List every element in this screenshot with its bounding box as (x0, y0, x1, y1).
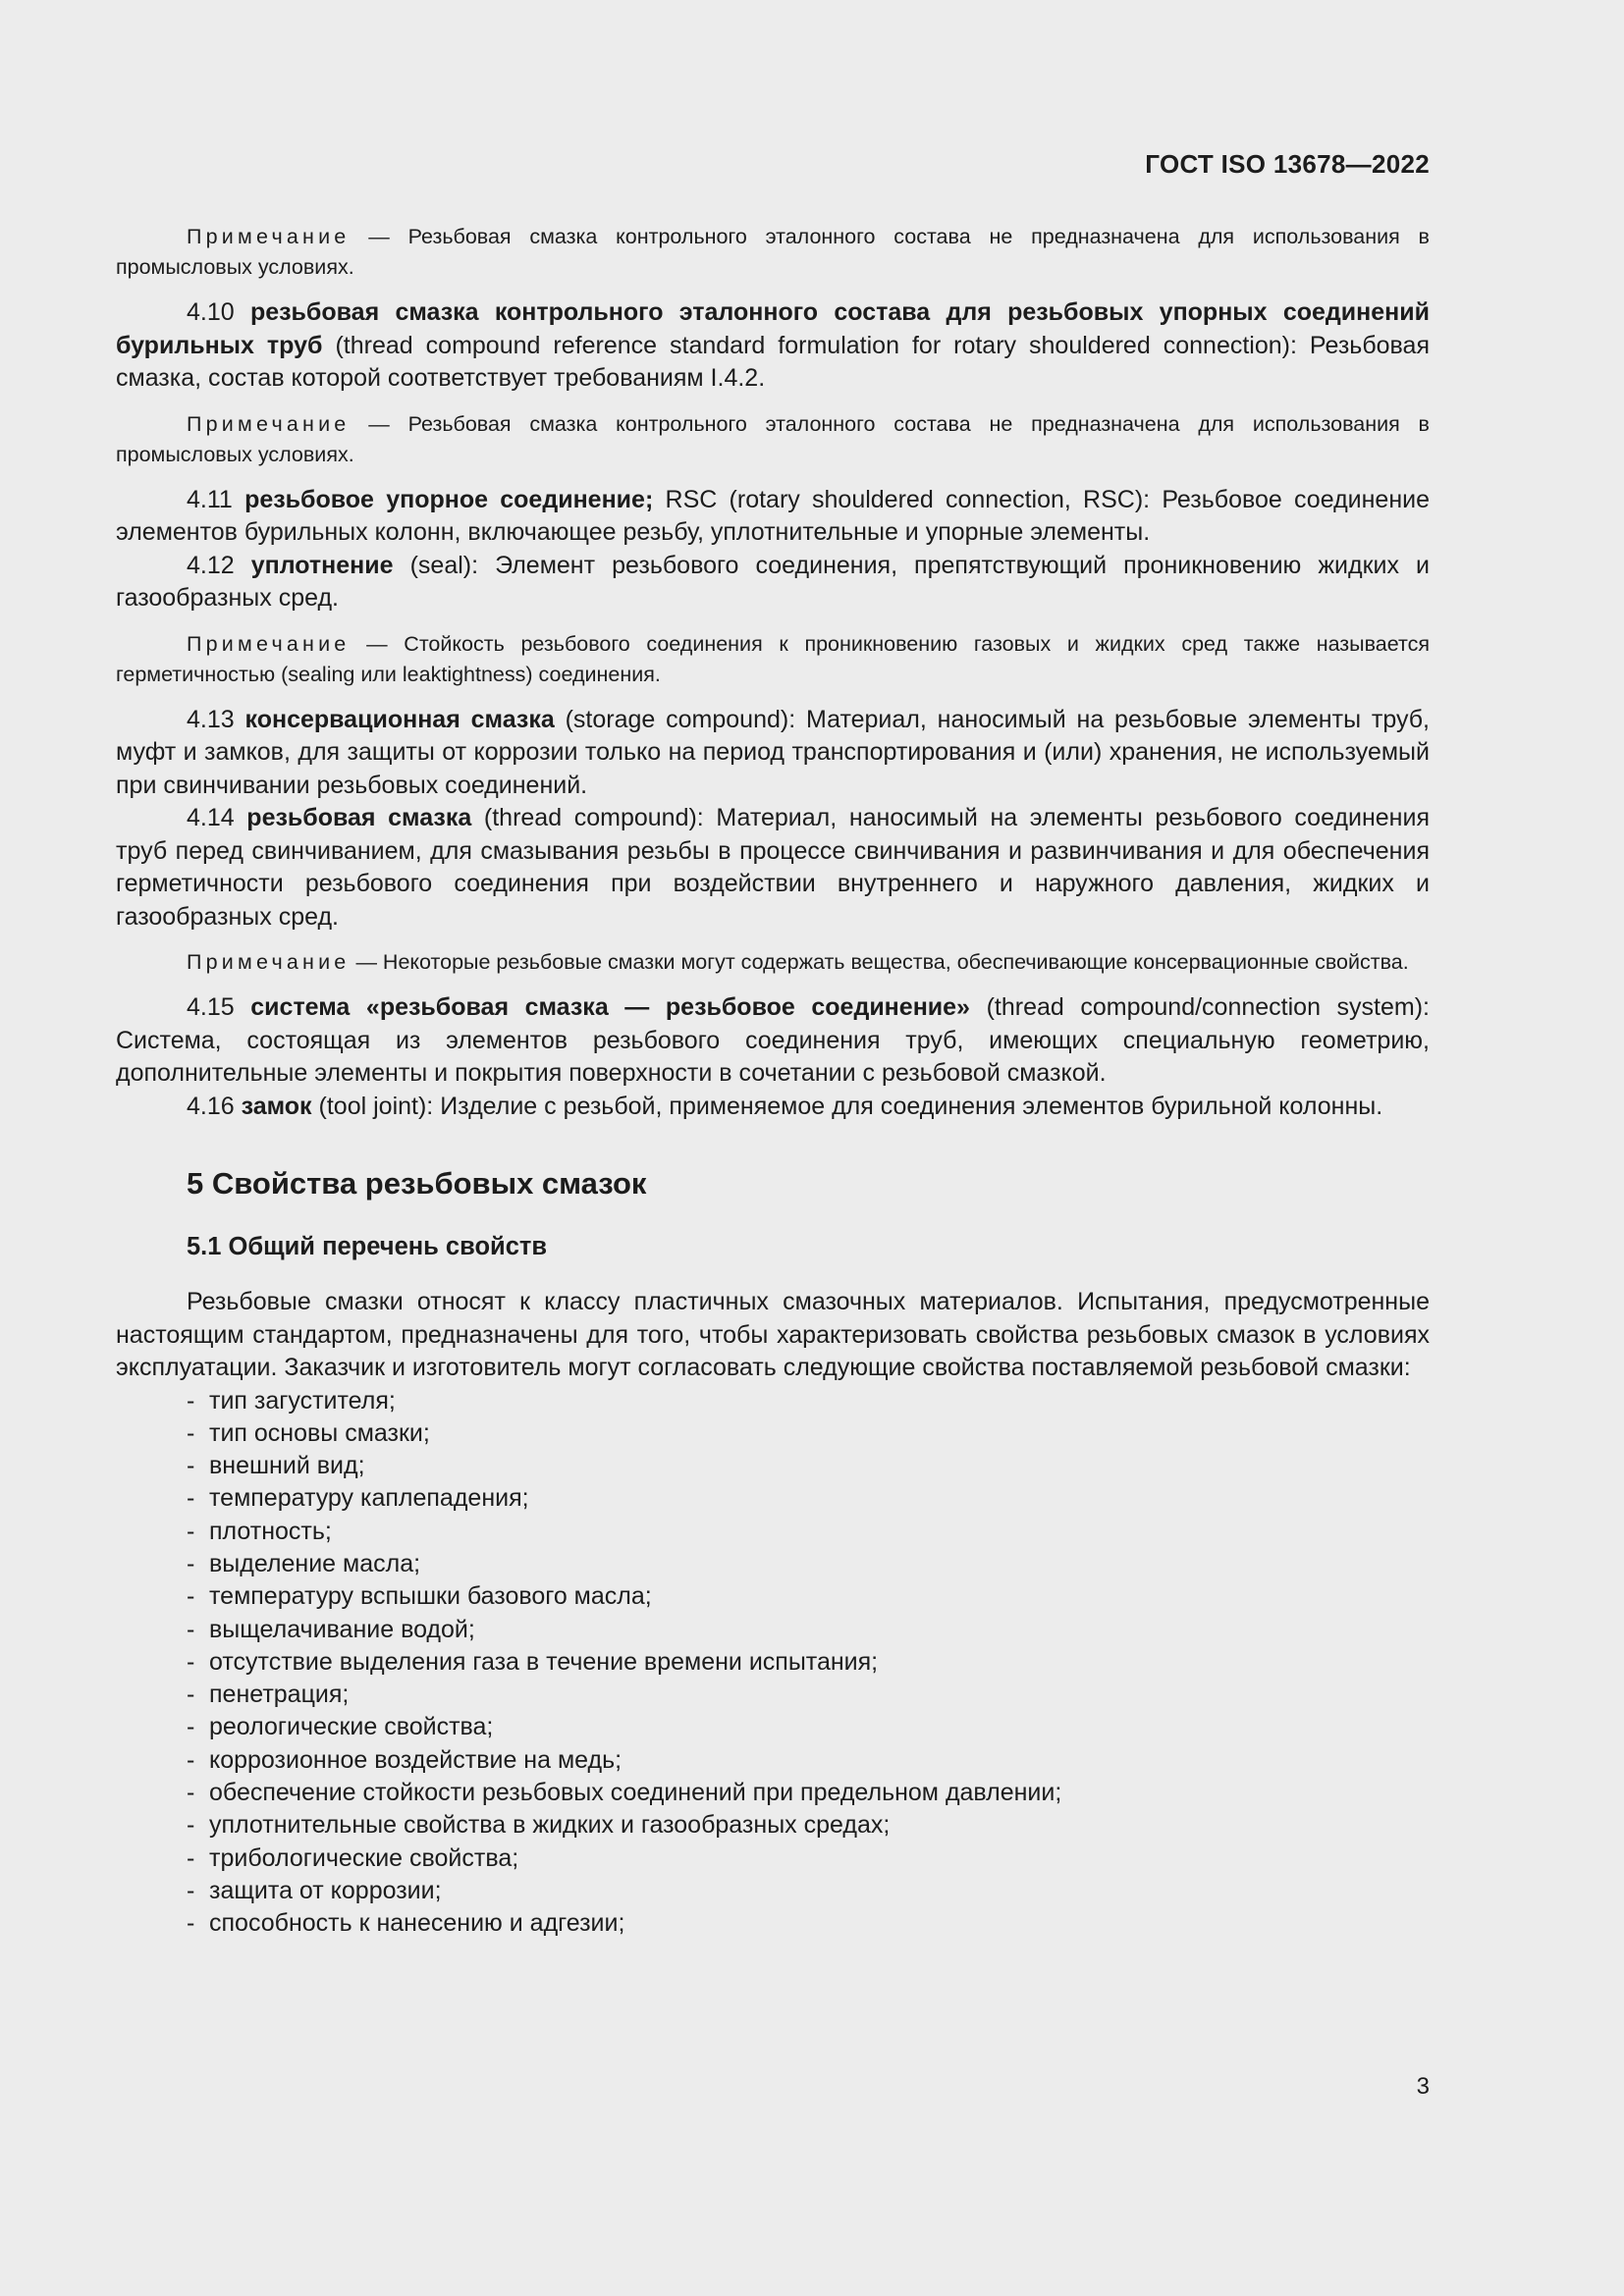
list-item (187, 1875, 1430, 1907)
list-dash: - (187, 1517, 195, 1545)
note-text: — Некоторые резьбовые смазки могут содержать вещества, обеспечивающие консервационные свойства. (355, 950, 1409, 974)
page-number: 3 (1416, 2073, 1430, 2100)
list-item-text: способность к нанесению и адгезии; (209, 1909, 625, 1938)
list-dash: - (187, 1418, 195, 1447)
term-number: 4.16 (187, 1092, 235, 1120)
term-title: замок (241, 1092, 312, 1120)
list-item-text: реологические свойства; (209, 1713, 494, 1741)
list-item (187, 1777, 1430, 1809)
list-item-text: тип загустителя; (209, 1386, 396, 1415)
term-4-13 (116, 704, 1430, 803)
properties-list (116, 1385, 1430, 1941)
document-body (116, 222, 1430, 1941)
list-item (187, 1614, 1430, 1646)
note-label: Примечание (187, 225, 351, 248)
list-dash: - (187, 1713, 195, 1741)
term-title: уплотнение (250, 551, 394, 579)
term-definition: (thread compound reference standard formulation for rotary shouldered connection): Резьбовая смазка, состав которой соответствует требованиям I.4.2. (116, 331, 1430, 392)
term-title: резьбовая смазка контрольного эталонного состава для резьбовых упорных соединений бурильных труб (116, 298, 1430, 359)
list-dash: - (187, 1681, 195, 1709)
term-title: консервационная смазка (244, 705, 555, 733)
list-item (187, 1516, 1430, 1548)
term-number: 4.13 (187, 705, 235, 733)
term-title: резьбовое упорное соединение; (244, 485, 654, 513)
list-item (187, 1385, 1430, 1417)
list-dash: - (187, 1811, 195, 1840)
list-dash: - (187, 1909, 195, 1938)
list-dash: - (187, 1647, 195, 1676)
list-item (187, 1646, 1430, 1679)
list-dash: - (187, 1876, 195, 1904)
list-item-text: трибологические свойства; (209, 1843, 519, 1872)
list-item-text: обеспечение стойкости резьбовых соединений при предельном давлении; (209, 1779, 1062, 1807)
list-item-text: плотность; (209, 1517, 332, 1545)
list-item-text: коррозионное воздействие на медь; (209, 1745, 623, 1774)
list-dash: - (187, 1386, 195, 1415)
list-item (187, 1679, 1430, 1711)
term-definition: (thread compound): Материал, наносимый на элементы резьбового соединения труб перед свинчиванием, для смазывания резьбы в процессе свинчивания и развинчивания и для обеспечения герметичности резьбового соединения при воздействии внутреннего и наружного давления, жидких и газообразных сред. (116, 804, 1430, 931)
list-item-text: температуру вспышки базового масла; (209, 1582, 652, 1611)
list-dash: - (187, 1484, 195, 1513)
list-item (187, 1450, 1430, 1482)
list-item (187, 1482, 1430, 1515)
note-text: — Резьбовая смазка контрольного эталонного состава не предназначена для использования в промысловых условиях. (116, 225, 1430, 279)
term-number: 4.12 (187, 551, 235, 579)
list-item (187, 1548, 1430, 1580)
term-definition: RSC (rotary shouldered connection, RSC): Резьбовое соединение элементов бурильных колонн, включающее резьбу, уплотнительные и упорные элементы. (116, 485, 1431, 546)
list-item (187, 1809, 1430, 1842)
note-paragraph (116, 947, 1430, 978)
term-number: 4.11 (187, 485, 233, 513)
list-item-text: температуру каплепадения; (209, 1484, 529, 1513)
term-4-15 (116, 991, 1430, 1091)
term-title: резьбовая смазка (246, 804, 472, 831)
list-item-text: пенетрация; (209, 1681, 350, 1709)
list-dash: - (187, 1843, 195, 1872)
term-title: система «резьбовая смазка — резьбовое соединение» (250, 993, 970, 1021)
note-text: — Резьбовая смазка контрольного эталонного состава не предназначена для использования в промысловых условиях. (116, 411, 1430, 466)
list-dash: - (187, 1582, 195, 1611)
term-4-10 (116, 296, 1430, 396)
list-item-text: отсутствие выделения газа в течение времени испытания; (209, 1647, 879, 1676)
note-label: Примечание (187, 950, 351, 974)
list-item (187, 1842, 1430, 1875)
list-item-text: выделение масла; (209, 1549, 421, 1577)
list-item-text: внешний вид; (209, 1452, 365, 1480)
term-4-12 (116, 550, 1430, 615)
list-dash: - (187, 1549, 195, 1577)
list-item-text: выщелачивание водой; (209, 1615, 475, 1643)
term-number: 4.10 (187, 298, 235, 326)
term-4-16 (116, 1091, 1430, 1124)
term-definition: (thread compound/connection system): Система, состоящая из элементов резьбового соединения труб, имеющих специальную геометрию, дополнительные элементы и покрытия поверхности в сочетании с резьбовой смазкой. (116, 993, 1430, 1087)
list-item (187, 1417, 1430, 1450)
note-paragraph (116, 629, 1430, 690)
section-heading: 5 Свойства резьбовых смазок (187, 1166, 647, 1201)
note-paragraph (116, 409, 1430, 470)
note-label: Примечание (187, 411, 351, 436)
term-4-14 (116, 802, 1430, 934)
list-item-text: защита от коррозии; (209, 1876, 442, 1904)
note-label: Примечание (187, 631, 351, 656)
list-dash: - (187, 1452, 195, 1480)
document-page (116, 0, 1430, 2296)
term-number: 4.14 (187, 804, 235, 831)
term-definition: (seal): Элемент резьбового соединения, препятствующий проникновению жидких и газообразных сред. (116, 551, 1431, 612)
list-item-text: тип основы смазки; (209, 1418, 430, 1447)
term-number: 4.15 (187, 993, 235, 1021)
subsection-heading: 5.1 Общий перечень свойств (187, 1233, 548, 1260)
term-4-11 (116, 484, 1430, 550)
list-item (187, 1744, 1430, 1777)
note-paragraph (116, 222, 1430, 283)
list-item (187, 1907, 1430, 1940)
list-dash: - (187, 1615, 195, 1643)
list-dash: - (187, 1745, 195, 1774)
term-definition: (storage compound): Материал, наносимый на резьбовые элементы труб, муфт и замков, для защиты от коррозии только на период транспортирования и (или) хранения, не используемый при свинчивании резьбовых соединений. (116, 705, 1430, 799)
section-intro-paragraph: Резьбовые смазки относят к классу пластичных смазочных материалов. Испытания, предусмотренные настоящим стандартом, предназначены для того, чтобы характеризовать свойства резьбовых смазок в условиях эксплуатации. Заказчик и изготовитель могут согласовать следующие свойства поставляемой резьбовой смазки: (116, 1288, 1430, 1381)
note-text: — Стойкость резьбового соединения к проникновению газовых и жидких сред также называется герметичностью (sealing или leaktightness) соединения. (116, 631, 1430, 686)
list-dash: - (187, 1779, 195, 1807)
list-item (187, 1711, 1430, 1743)
term-definition: (tool joint): Изделие с резьбой, применяемое для соединения элементов бурильной колонны. (318, 1092, 1383, 1120)
list-item (187, 1580, 1430, 1613)
document-header: ГОСТ ISO 13678—2022 (1145, 149, 1430, 179)
list-item-text: уплотнительные свойства в жидких и газообразных средах; (209, 1811, 891, 1840)
